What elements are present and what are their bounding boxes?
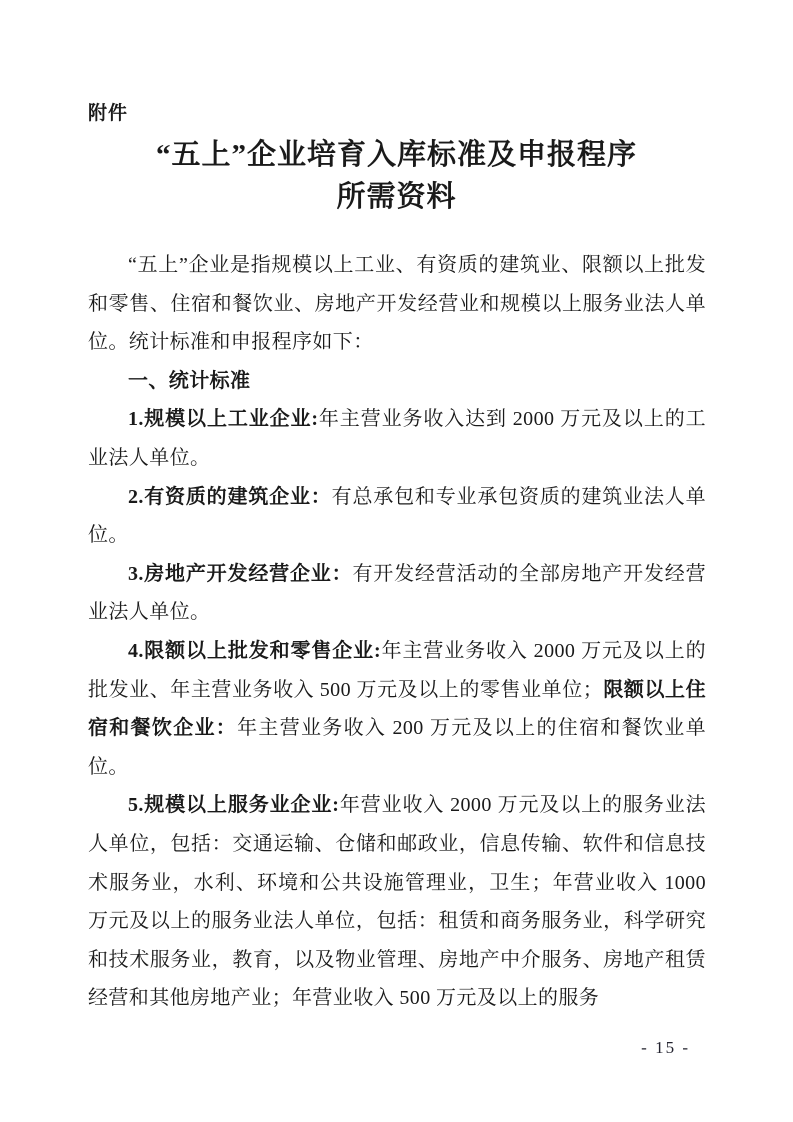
text-segment: 有总承包和专业承包资质的建筑业法人单位。 xyxy=(88,485,706,547)
paragraph-item-4-wholesale-retail xyxy=(88,632,706,786)
text-segment: 年主营业务收入 2000 万元及以上的批发业、年主营业务收入 500 万元及以上的零售业单位； xyxy=(88,639,706,701)
paragraph-section-1-heading xyxy=(88,362,706,401)
document-title xyxy=(0,134,793,218)
text-segment: 有开发经营活动的全部房地产开发经营业法人单位。 xyxy=(88,562,706,624)
bold-text-segment: 限额以上住宿和餐饮企业： xyxy=(88,678,706,740)
bold-text-segment: 2.有资质的建筑企业： xyxy=(128,485,332,508)
bold-text-segment: 5.规模以上服务业企业: xyxy=(128,794,340,817)
document-body xyxy=(88,246,706,1018)
text-segment: 年营业收入 2000 万元及以上的服务业法人单位，包括：交通运输、仓储和邮政业，信息传输、软件和信息技术服务业，水利、环境和公共设施管理业，卫生；年营业收入 1000 万元及以上的服务业法人单位，包括：租赁和商务服务业，科学研究和技术服务业，教育，以及物业管理、房地产中介服务、房地产租赁经营和其他房地产业；年营业收入 500 万元及以上的服务 xyxy=(88,794,706,1010)
paragraph-item-1-industrial xyxy=(88,400,706,477)
paragraph-item-2-construction xyxy=(88,478,706,555)
paragraph-item-3-real-estate xyxy=(88,555,706,632)
bold-text-segment: 一、统计标准 xyxy=(128,369,251,392)
bold-text-segment: 3.房地产开发经营企业： xyxy=(128,562,353,585)
paragraph-item-5-services xyxy=(88,786,706,1018)
attachment-label: 附件 xyxy=(88,103,129,124)
paragraph-intro xyxy=(88,246,706,362)
page-number: - 15 - xyxy=(641,1038,690,1057)
text-segment: “五上”企业是指规模以上工业、有资质的建筑业、限额以上批发和零售、住宿和餐饮业、房地产开发经营业和规模以上服务业法人单位。统计标准和申报程序如下： xyxy=(88,254,706,354)
text-segment: 年主营业务收入 200 万元及以上的住宿和餐饮业单位。 xyxy=(88,717,706,778)
document-title-line2: 所需资料 xyxy=(336,181,457,213)
bold-text-segment: 1.规模以上工业企业: xyxy=(128,408,319,431)
document-title-line1: “五上”企业培育入库标准及申报程序 xyxy=(155,139,637,171)
bold-text-segment: 4.限额以上批发和零售企业: xyxy=(128,639,382,662)
text-segment: 年主营业务收入达到 2000 万元及以上的工业法人单位。 xyxy=(88,408,706,469)
